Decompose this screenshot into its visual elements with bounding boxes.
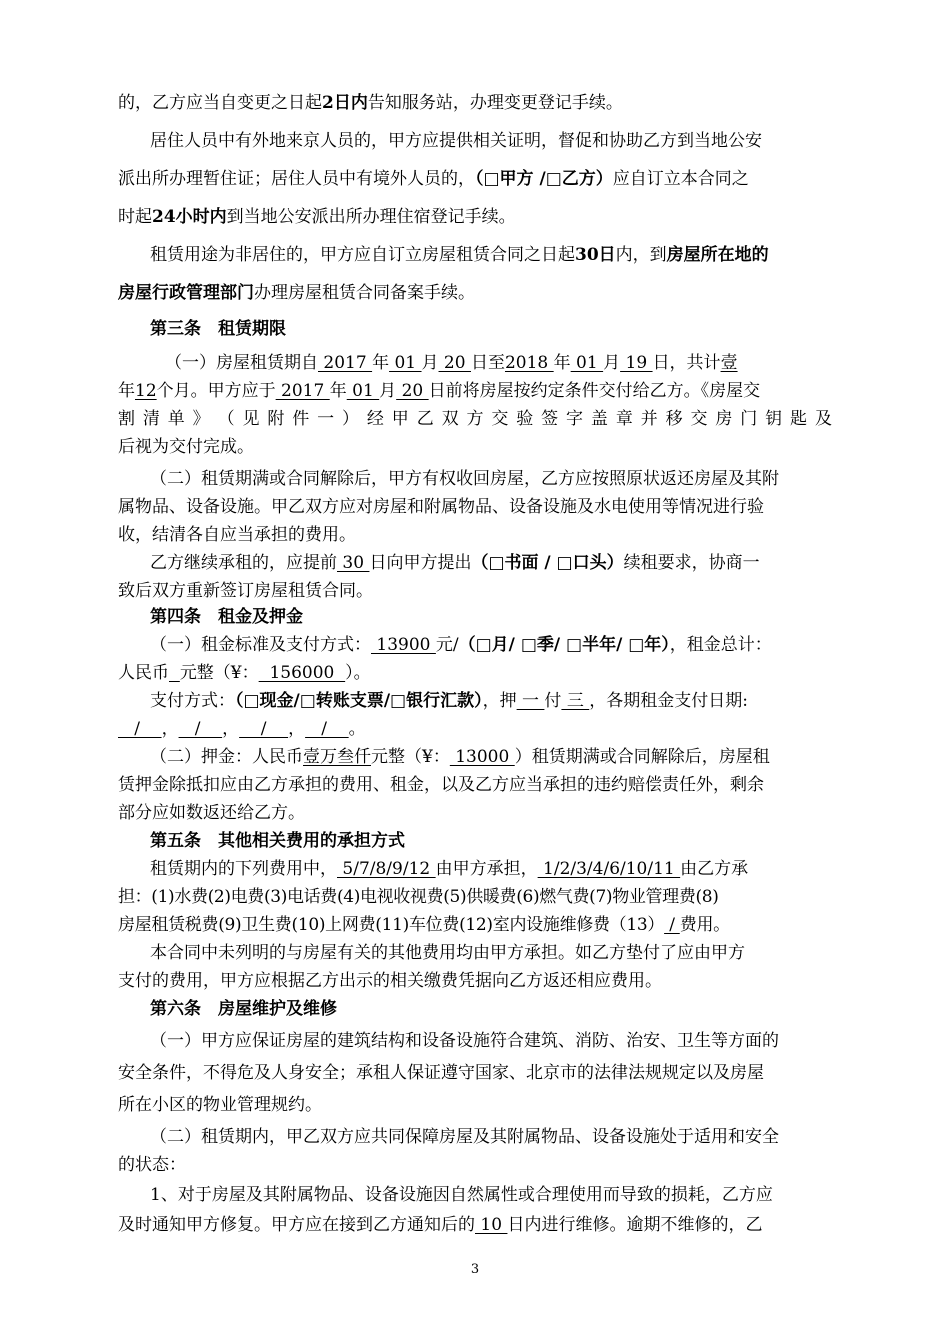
text-run: （一）房屋租赁期自: [165, 353, 318, 373]
art6-p1-line-1: （一）甲方应保证房屋的建筑结构和设备设施符合建筑、消防、治安、卫生等方面的: [150, 1031, 779, 1051]
fill-in-value: 01: [346, 381, 380, 401]
payment-date-blank: /: [239, 719, 289, 739]
justified-char: 移: [665, 409, 683, 429]
fill-in-value: 30: [337, 553, 370, 573]
justified-char: 匙: [790, 409, 808, 429]
text-run: 由乙方承: [680, 859, 749, 879]
party-checkbox-option: （□甲方 /□乙方）: [475, 169, 613, 189]
text-run: 年: [553, 353, 571, 373]
art5-p1-line-2: 担：(1)水费(2)电费(3)电话费(4)电视收视费(5)供暖费(6)燃气费(7)物业管理费(8): [118, 887, 719, 907]
justified-char: 交: [690, 409, 708, 429]
s2-p2-line-1: 居住人员中有外地来京人员的，甲方应提供相关证明，督促和协助乙方到当地公安: [150, 131, 762, 151]
text-run: ，: [288, 719, 306, 739]
text-run: 房屋租赁税费(9)卫生费(10)上网费(11)车位费(12)室内设施维修费（13）: [118, 915, 665, 935]
art4-p2-line-1: [150, 690, 748, 712]
fill-in-value: 壹万叁仟: [303, 747, 371, 767]
fill-in-value: 19: [620, 353, 653, 373]
fill-in-value: 1/2/3/4/6/10/11: [537, 859, 681, 879]
s2-p2-line-3: [118, 206, 516, 228]
text-run: ，: [222, 719, 240, 739]
text-run: 的，乙方应当自变更之日起: [118, 93, 322, 113]
s2-p2-line-2: [118, 168, 749, 190]
fill-in-value: /: [664, 915, 680, 935]
text-run: 内，到: [615, 245, 667, 265]
text-run: 元整（¥：: [179, 663, 259, 683]
art3-p2-line-3: 收，结清各自应当承担的费用。: [118, 525, 356, 545]
fill-in-value: 20: [396, 381, 429, 401]
text-run: 派出所办理暂住证；居住人员中有境外人员的，: [118, 169, 475, 189]
text-run: （二）押金：人民币: [150, 747, 303, 767]
art3-p1-line-4: 后视为交付完成。: [118, 437, 254, 457]
text-run: 续租要求，协商一: [623, 553, 760, 573]
text-run: 应自订立本合同之: [612, 169, 749, 189]
art4-p1-line-1: [150, 634, 772, 656]
art6-p2-line-2: 的状态：: [118, 1155, 186, 1175]
text-run: 租赁用途为非居住的，甲方应自订立房屋租赁合同之日起: [150, 245, 575, 265]
art3-p2-line-1: （二）租赁期满或合同解除后，甲方有权收回房屋，乙方应按照原状返还房屋及其附: [150, 469, 779, 489]
text-run: 到当地公安派出所办理住宿登记手续。: [226, 207, 516, 227]
art6-p1-line-2: 安全条件，不得危及人身安全；承租人保证遵守国家、北京市的法律法规规定以及房屋: [118, 1063, 764, 1083]
art3-p1-line-1: [165, 352, 738, 374]
bold-term: 2日内: [322, 93, 368, 113]
justified-char: 经: [366, 409, 384, 429]
article-5-heading: 第五条 其他相关费用的承担方式: [150, 831, 405, 851]
justified-char: 清: [142, 409, 160, 429]
justified-char: ）: [342, 409, 360, 429]
justified-char: 并: [640, 409, 658, 429]
text-run: 年: [118, 381, 135, 401]
art4-p1-line-2: [118, 662, 371, 684]
article-3-heading: 第三条 租赁期限: [150, 319, 286, 339]
s2-line-1: [118, 92, 623, 114]
art5-p2-line-2: 支付的费用，甲方应根据乙方出示的相关缴费凭据向乙方返还相应费用。: [118, 971, 662, 991]
text-run: 费用。: [679, 915, 730, 935]
payment-method-checkbox-option: （□现金/□转账支票/□银行汇款）: [235, 691, 483, 711]
justified-char: 交: [491, 409, 509, 429]
art3-p1-line-3: [118, 408, 832, 430]
text-run: 个月。甲方应于: [156, 381, 276, 401]
justified-char: 双: [441, 409, 459, 429]
fill-in-value: 一: [516, 691, 545, 711]
fill-in-value: 156000: [258, 663, 346, 683]
bold-term: 30日: [575, 245, 616, 265]
s2-p3-line-2: [118, 282, 475, 304]
justified-char: 割: [118, 409, 135, 429]
justified-char: 门: [740, 409, 758, 429]
fill-in-value: 2017: [275, 381, 330, 401]
justified-char: 及: [814, 409, 832, 429]
text-run: 日内进行维修。逾期不维修的，乙: [507, 1215, 763, 1235]
text-run: 元/: [435, 635, 459, 655]
fill-in-value: 01: [570, 353, 604, 373]
justified-char: 甲: [391, 409, 409, 429]
art6-p2-line-1: （二）租赁期内，甲乙双方应共同保障房屋及其附属物品、设备设施处于适用和安全: [150, 1127, 779, 1147]
text-run: 及时通知甲方修复。甲方应在接到乙方通知后的: [118, 1215, 475, 1235]
text-run: 告知服务站，办理变更登记手续。: [367, 93, 623, 113]
payment-date-blank: /: [118, 719, 162, 739]
justified-char: 单: [167, 409, 185, 429]
art3-p1-line-2: [118, 380, 760, 402]
art6-p1-line-3: 所在小区的物业管理规约。: [118, 1095, 322, 1115]
text-run: 年: [372, 353, 390, 373]
art5-p2-line-1: 本合同中未列明的与房屋有关的其他费用均由甲方承担。如乙方垫付了应由甲方: [150, 943, 745, 963]
fill-in-value: 01: [389, 353, 422, 373]
text-run: ，: [161, 719, 179, 739]
text-run: 年: [329, 381, 347, 401]
text-run: 。: [348, 719, 366, 739]
art3-p2-line-2: 属物品、设备设施。甲乙双方应对房屋和附属物品、设备设施及水电使用等情况进行验: [118, 497, 764, 517]
fill-in-value: 2017: [318, 353, 373, 373]
justified-char: 乙: [416, 409, 434, 429]
justified-char: 章: [615, 409, 633, 429]
text-run: 付: [544, 691, 562, 711]
bold-term: 房屋所在地的: [666, 245, 769, 265]
fill-in-value: 12: [135, 381, 157, 401]
text-run: 元整（¥：: [371, 747, 450, 767]
rent-period-checkbox-option: （□月/ □季/ □半年/ □年）: [458, 635, 670, 655]
fill-in-value: 壹: [720, 353, 738, 373]
fill-in-value: 13000: [449, 747, 515, 767]
justified-char: 》: [192, 409, 210, 429]
justified-char: 字: [566, 409, 584, 429]
fill-in-value: 5/7/8/9/12: [337, 859, 436, 879]
justified-char: 验: [516, 409, 534, 429]
fill-in-value: 13900: [371, 635, 436, 655]
justified-char: 签: [541, 409, 559, 429]
text-run: ，各期租金支付日期:: [589, 691, 748, 711]
art3-p3-line-1: [150, 552, 760, 574]
fill-in-value: [169, 663, 180, 683]
fill-in-value: 三: [561, 691, 590, 711]
payment-date-blank: /: [178, 719, 223, 739]
page-number: 3: [470, 1262, 480, 1277]
art4-p3-line-3: 部分应如数返还给乙方。: [118, 803, 305, 823]
art6-p3-line-1: 1、对于房屋及其附属物品、设备设施因自然属性或合理使用而导致的损耗，乙方应: [150, 1185, 773, 1205]
text-run: 月: [603, 353, 621, 373]
text-run: 乙方继续承租的，应提前: [150, 553, 337, 573]
fill-in-value: 2018: [504, 353, 554, 373]
text-run: ）租赁期满或合同解除后，房屋租: [514, 747, 770, 767]
justified-char: 方: [466, 409, 484, 429]
art4-p3-line-2: 赁押金除抵扣应由乙方承担的费用、租金，以及乙方应当承担的违约赔偿责任外，剩余: [118, 775, 764, 795]
article-4-heading: 第四条 租金及押金: [150, 607, 303, 627]
justified-char: （: [217, 409, 235, 429]
bold-term: 房屋行政管理部门: [118, 283, 254, 303]
text-run: 日至: [470, 353, 505, 373]
art5-p1-line-1: [150, 858, 748, 880]
justified-char: 盖: [590, 409, 608, 429]
fill-in-value: 10: [475, 1215, 508, 1235]
text-run: 租赁期内的下列费用中，: [150, 859, 337, 879]
bold-term: 24小时内: [152, 207, 227, 227]
justified-char: 一: [317, 409, 335, 429]
payment-date-blank: /: [305, 719, 349, 739]
text-run: 支付方式：: [150, 691, 235, 711]
text-run: ，租金总计：: [669, 635, 772, 655]
art6-p3-line-2: [118, 1214, 762, 1236]
text-run: 由甲方承担，: [435, 859, 538, 879]
art5-p1-line-3: [118, 914, 730, 936]
justified-char: 钥: [765, 409, 783, 429]
art3-p3-line-2: 致后双方重新签订房屋租赁合同。: [118, 581, 373, 601]
text-run: ，押: [482, 691, 517, 711]
justified-char: 附: [267, 409, 285, 429]
s2-p3-line-1: [150, 244, 769, 266]
text-run: 日前将房屋按约定条件交付给乙方。《房屋交: [428, 381, 761, 401]
article-6-heading: 第六条 房屋维护及维修: [150, 999, 337, 1019]
justified-char: 房: [715, 409, 733, 429]
text-run: 人民币: [118, 663, 169, 683]
text-run: （一）租金标准及支付方式：: [150, 635, 371, 655]
text-run: 月: [421, 353, 439, 373]
text-run: 月: [379, 381, 397, 401]
text-run: 日，共计: [652, 353, 721, 373]
notice-method-checkbox-option: （□书面 / □口头）: [471, 553, 624, 573]
art4-p2-line-2: [118, 718, 366, 740]
fill-in-value: 20: [438, 353, 471, 373]
text-run: 办理房屋租赁合同备案手续。: [254, 283, 475, 303]
text-run: ）。: [345, 663, 371, 683]
text-run: 日向甲方提出: [369, 553, 472, 573]
justified-char: 件: [292, 409, 310, 429]
justified-char: 见: [242, 409, 260, 429]
art4-p3-line-1: [150, 746, 770, 768]
text-run: 时起: [118, 207, 152, 227]
